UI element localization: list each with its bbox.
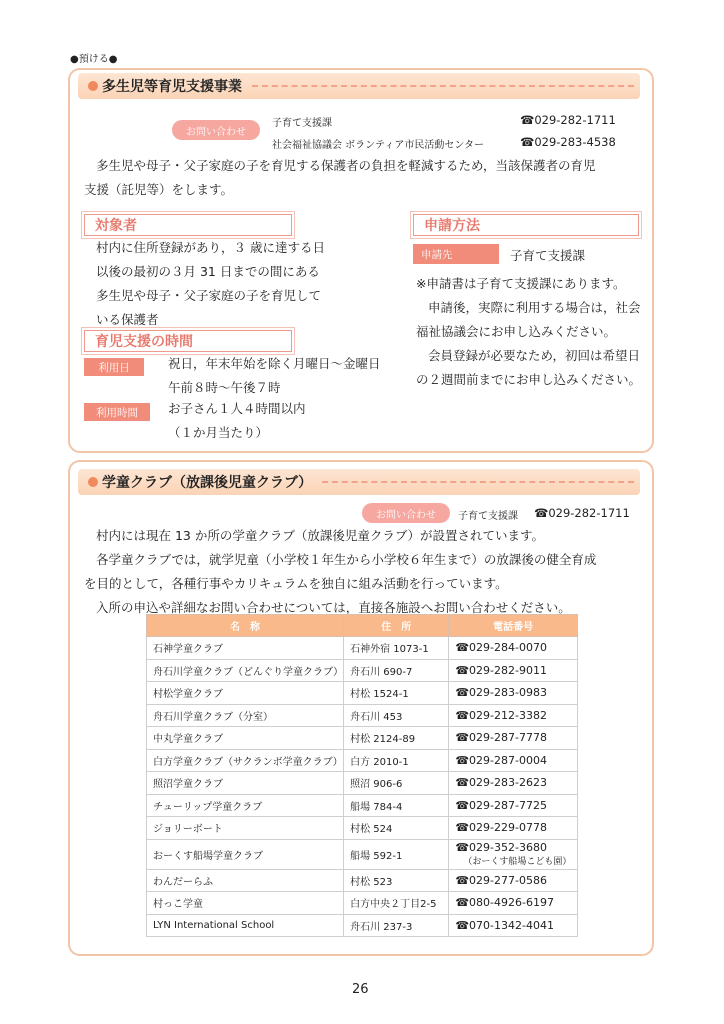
section2-header: [78, 469, 640, 495]
cell-name: 村松学童クラブ: [147, 682, 344, 705]
cell-phone: ☎029-282-9011: [449, 659, 578, 682]
table-row: [147, 914, 578, 937]
page-category-label: ●預ける●: [70, 54, 118, 65]
cell-address: 照沼 906-6: [344, 772, 449, 795]
table-row: [147, 682, 578, 705]
table-header-row: [147, 615, 578, 637]
cell-name: 石神学童クラブ: [147, 637, 344, 660]
cell-name: 中丸学童クラブ: [147, 727, 344, 750]
cell-phone: ☎080-4926-6197: [449, 892, 578, 915]
cell-phone: ☎029-229-0778: [449, 817, 578, 840]
table-row: [147, 839, 578, 869]
cell-phone: ☎029-283-2623: [449, 772, 578, 795]
usage-hours-tag: 利用時間: [84, 403, 150, 421]
cell-address: 舟石川 237-3: [344, 914, 449, 937]
apply-note-line: ※申請書は子育て支援課にあります。: [416, 276, 626, 291]
section1-header: [78, 73, 640, 99]
cell-name: ジョリーボート: [147, 817, 344, 840]
cell-name: LYN International School: [147, 914, 344, 937]
cell-address: 舟石川 690-7: [344, 659, 449, 682]
column-header-name: 名 称: [147, 615, 344, 637]
cell-address: 白方 2010-1: [344, 749, 449, 772]
cell-name: 村っこ学童: [147, 892, 344, 915]
intro-line: 支援（託児等）をします。: [84, 182, 234, 197]
usage-hours-line: お子さん１人４時間以内: [168, 401, 306, 416]
cell-name: 白方学童クラブ（サクランボ学童クラブ）: [147, 749, 344, 772]
contact-phone: ☎029-283-4538: [520, 135, 616, 149]
contact-name: 子育て支援課: [458, 511, 518, 522]
table-row: [147, 869, 578, 892]
table-row: [147, 892, 578, 915]
table-row: [147, 794, 578, 817]
cell-name: おーくす船場学童クラブ: [147, 839, 344, 869]
page-number: 26: [352, 982, 369, 997]
cell-phone: ☎029-284-0070: [449, 637, 578, 660]
intro-line: を目的として，各種行事やカリキュラムを独自に組み活動を行っています。: [84, 576, 508, 591]
usage-day-text: [168, 352, 381, 400]
target-text: [96, 236, 325, 332]
cell-phone: ☎029-277-0586: [449, 869, 578, 892]
cell-name: 舟石川学童クラブ（分室）: [147, 704, 344, 727]
cell-phone: ☎070-1342-4041: [449, 914, 578, 937]
cell-phone: ☎029-287-0004: [449, 749, 578, 772]
bullet-dot-icon: [88, 81, 98, 91]
usage-day-tag: 利用日: [84, 358, 144, 376]
cell-address: 船場 592-1: [344, 839, 449, 869]
contact-name: 社会福祉協議会 ボランティア市民活動センター: [272, 140, 484, 151]
cell-phone: ☎029-212-3382: [449, 704, 578, 727]
cell-phone: ☎029-287-7778: [449, 727, 578, 750]
usage-hours-text: [168, 397, 306, 445]
inquiry-badge: お問い合わせ: [172, 120, 260, 140]
target-heading: 対象者: [84, 214, 292, 236]
apply-note-line: 申請後，実際に利用する場合は，社会: [428, 300, 641, 315]
target-line: いる保護者: [96, 312, 159, 327]
cell-phone-number: ☎029-352-3680: [455, 841, 547, 854]
intro-line: 入所の申込や詳細なお問い合わせについては，直接各施設へお問い合わせください。: [96, 600, 571, 615]
cell-address: 白方中央２丁目2-5: [344, 892, 449, 915]
bullet-dot-icon: [88, 477, 98, 487]
table-row: [147, 659, 578, 682]
intro-line: 各学童クラブでは，就学児童（小学校１年生から小学校６年生まで）の放課後の健全育成: [96, 552, 597, 567]
school-club-table: [146, 614, 578, 937]
column-header-phone: 電話番号: [449, 615, 578, 637]
column-header-address: 住 所: [344, 615, 449, 637]
table-row: [147, 772, 578, 795]
cell-name: わんだーらふ: [147, 869, 344, 892]
table-row: [147, 749, 578, 772]
cell-address: 村松 1524-1: [344, 682, 449, 705]
target-line: 以後の最初の３月 31 日までの間にある: [96, 264, 320, 279]
table-row: [147, 637, 578, 660]
cell-address: 舟石川 453: [344, 704, 449, 727]
support-time-heading: 育児支援の時間: [84, 330, 292, 352]
contact-name: 子育て支援課: [272, 118, 332, 129]
intro-line: 多生児や母子・父子家庭の子を育児する保護者の負担を軽減するため，当該保護者の育児: [96, 158, 596, 173]
cell-phone: ☎029-283-0983: [449, 682, 578, 705]
apply-method-heading: 申請方法: [413, 214, 639, 236]
section1-intro: [84, 154, 654, 202]
target-line: 多生児や母子・父子家庭の子を育児して: [96, 288, 322, 303]
table-row: [147, 704, 578, 727]
usage-hours-line: （１か月当たり）: [168, 425, 269, 440]
table-row: [147, 817, 578, 840]
section2-intro: [84, 524, 596, 620]
apply-notes: [416, 272, 641, 392]
cell-phone-note: （おーくす船場こども園）: [463, 857, 572, 867]
dashed-divider: [252, 85, 634, 87]
cell-phone: ☎029-287-7725: [449, 794, 578, 817]
section1-title: 多生児等育児支援事業: [102, 79, 242, 95]
usage-day-line: 祝日，年末年始を除く月曜日～金曜日: [168, 356, 381, 371]
apply-destination-value: 子育て支援課: [510, 248, 586, 263]
cell-address: 村松 524: [344, 817, 449, 840]
cell-name: チューリップ学童クラブ: [147, 794, 344, 817]
intro-line: 村内には現在 13 か所の学童クラブ（放課後児童クラブ）が設置されています。: [96, 528, 544, 543]
apply-note-line: の２週間前までにお申し込みください。: [416, 372, 642, 387]
apply-destination-tag: 申請先: [413, 244, 499, 264]
cell-address: 村松 2124-89: [344, 727, 449, 750]
apply-note-line: 会員登録が必要なため，初回は希望日: [428, 348, 641, 363]
cell-address: 石神外宿 1073-1: [344, 637, 449, 660]
contact-phone: ☎029-282-1711: [534, 506, 630, 520]
cell-phone: [449, 839, 578, 869]
target-line: 村内に住所登録があり，３ 歳に達する日: [96, 240, 325, 255]
dashed-divider: [322, 481, 634, 483]
cell-name: 照沼学童クラブ: [147, 772, 344, 795]
inquiry-badge: お問い合わせ: [362, 503, 450, 523]
table-row: [147, 727, 578, 750]
usage-day-line: 午前８時～午後７時: [168, 380, 281, 395]
cell-address: 村松 523: [344, 869, 449, 892]
apply-note-line: 福祉協議会にお申し込みください。: [416, 324, 617, 339]
contact-phone: ☎029-282-1711: [520, 113, 616, 127]
cell-name: 舟石川学童クラブ（どんぐり学童クラブ）: [147, 659, 344, 682]
section2-title: 学童クラブ（放課後児童クラブ）: [102, 475, 313, 491]
cell-address: 船場 784-4: [344, 794, 449, 817]
